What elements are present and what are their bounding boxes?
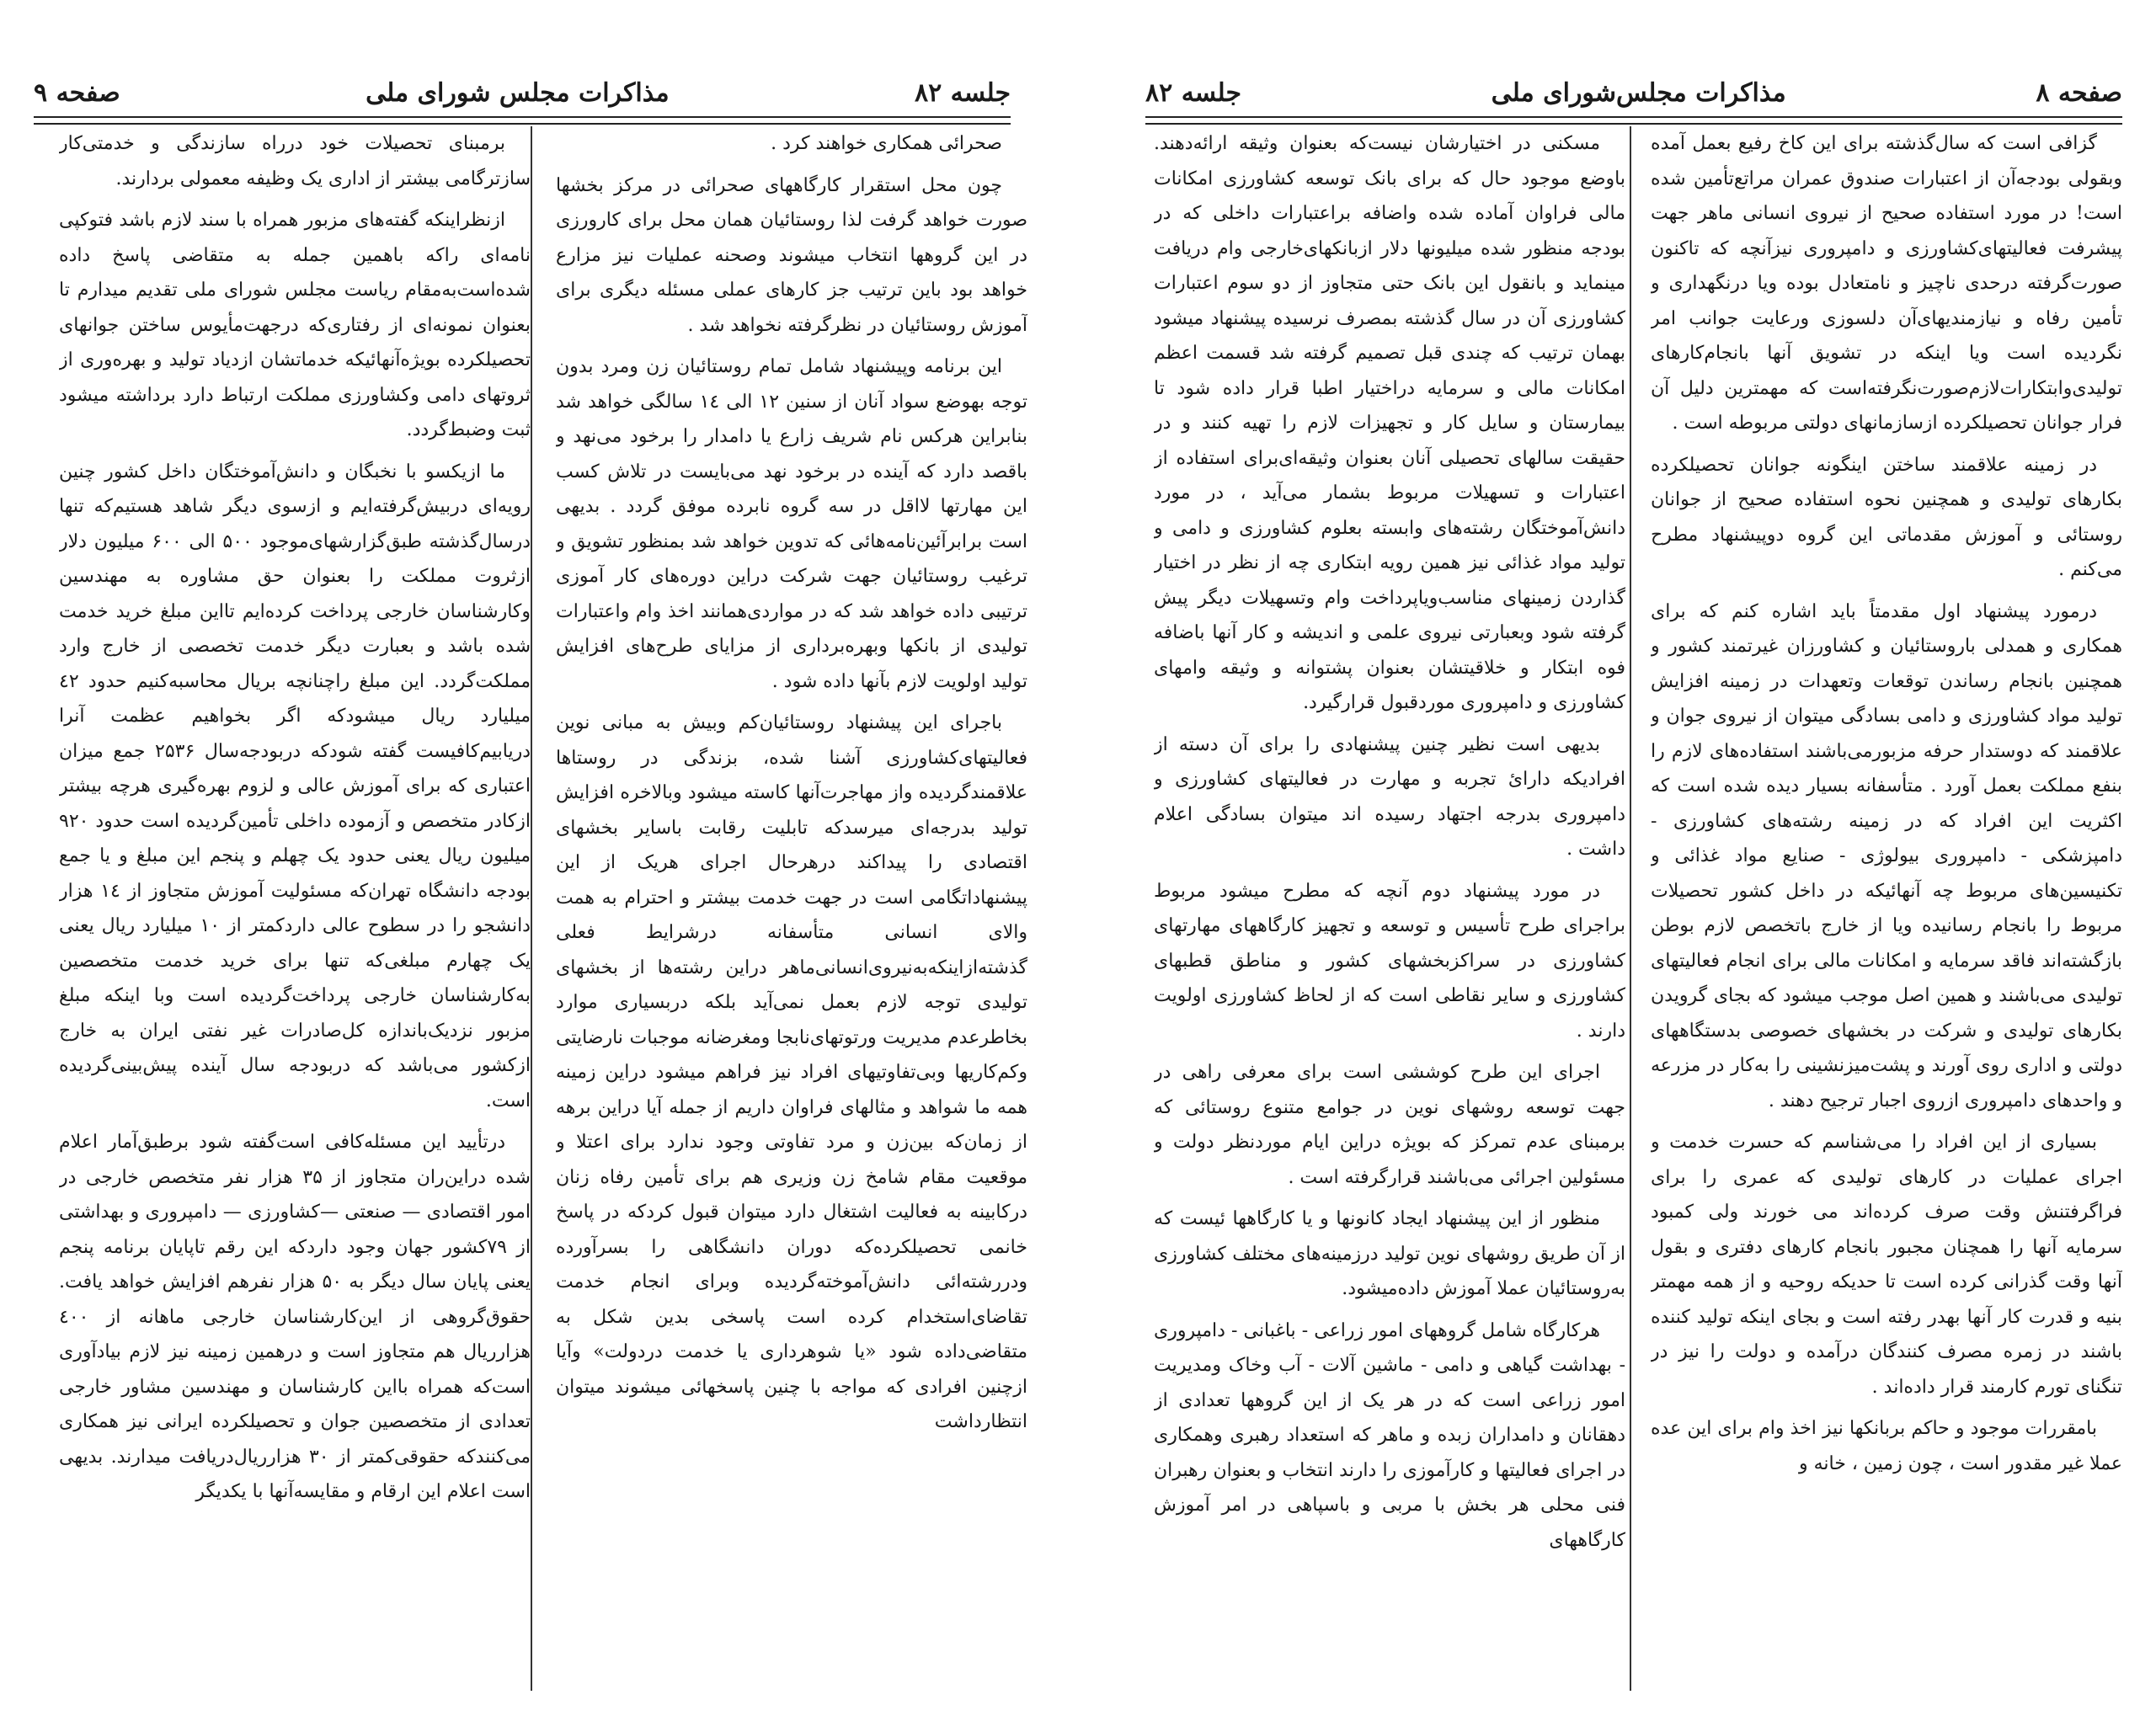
header-rule [1145,123,2122,125]
paragraph: ازنظراینکه گفته‌های مزبور همراه با سند لازم باشد فتوکپی نامه‌ای راکه باهمین جمله به متقاضی پاسخ داده شده‌است‌به‌مقام ریاست مجلس شورای ملی تقدیم میدارم تا بعنوان نمونه‌ای از رفتاری‌که درجهت‌مأیوس ساختن جوانهای تحصیلکرده بویژه‌آنهائیکه خدماتشان ازدیاد تولید و بهره‌وری از ثروتهای دامی وکشاورزی مملکت ارتباط دارد برداشته میشود ثبت وضبط‌گردد. [59,210,531,440]
paragraph: بامقررات موجود و حاکم بربانکها نیز اخذ وام برای این عده عملا غیر مقدور است ، چون زمین ، خانه و [1651,1418,2122,1474]
paragraph: باجرای این پیشنهاد روستائیان‌کم وبیش به مبانی نوین فعالیتهای‌کشاورزی آشنا شده، بزندگی در روستاها علاقمندگردیده واز مهاجرت‌آنها کاسته میشود وبالاخره افزایش تولید بدرجه‌ای میرسدکه تابلیت رقابت باسایر بخشهای اقتصادی را پیداکند درهرحال اجرای هریک از این پیشنهاداتگامی است در جهت خدمت بیشتر و احترام به همت والای انسانی متأسفانه درشرایط فعلی گذشته‌ازاینکه‌به‌نیروی‌انسانی‌ماهر دراین رشته‌ها از بخشهای تولیدی توجه لازم بعمل نمی‌آید بلکه دربسیاری موارد بخاطرعدم مدیریت ورتوتهای‌نابجا ومغرضانه موجبات نارضایتی وکم‌کاریها وبی‌تفاوتیهای افراد نیز فراهم میشود دراین زمینه همه ما شواهد و مثالهای فراوان داریم از جمله آیا دراین برهه از زمان‌که بین‌زن و مرد تفاوتی وجود ندارد برای اعتلا و موقعیت مقام شامخ زن وزیری هم برای تأمین رفاه زنان درکابینه به فعالیت اشتغال دارد میتوان قبول کردکه در پاسخ خانمی تحصیلکرده‌که دوران دانشگاهی را بسرآورده ودررشته‌ائی دانش‌آموخته‌گردیده وبرای انجام خدمت تقاضای‌استخدام کرده است پاسخی بدین شکل به متقاضی‌داده شود «یا شوهرداری یا خدمت دردولت» وآیا ازچنین افرادی که مواجه با چنین پاسخهائی میشوند میتوان انتظارداشت [556,712,1027,1432]
paragraph: منظور از این پیشنهاد ایجاد کانونها و یا کارگاهها ئیست که از آن طریق روشهای نوین تولید درزمینه‌های مختلف کشاورزی به‌روستائیان عملا آموزش داده‌میشود. [1154,1208,1625,1299]
paragraph: ما ازیکسو با نخبگان و دانش‌آموختگان داخل کشور چنین رویه‌ای دربیش‌گرفته‌ایم و ازسوی دیگر شاهد هستیم‌که تنها درسال‌گذشته طبق‌گزارشهای‌موجود ۵۰۰ الی ۶۰۰ میلیون دلار ازثروت مملکت را بعنوان حق مشاوره به مهندسین وکارشناسان خارجی پرداخت کرده‌ایم تااین مبلغ خرید خدمت شده باشد و بعبارت دیگر خدمت تخصصی از خارج وارد مملکت‌گردد. این مبلغ راچنانچه بریال محاسبه‌کنیم حدود ٤۲ میلیارد ریال میشودکه اگر بخواهیم عظمت آنرا دریابیم‌کافیست گفته شودکه دربودجه‌سال ۲۵۳۶ جمع میزان اعتباری که برای آموزش عالی و لزوم بهره‌گیری هرچه بیشتر ازکادر متخصص و آزموده داخلی تأمین‌گردیده است حدود ۹۲۰ میلیون ریال یعنی حدود یک چهلم و پنجم این مبلغ و یا جمع بودجه دانشگاه تهران‌که مسئولیت آموزش متجاوز از ١٤ هزار دانشجو را در سطوح عالی دارد‌کمتر از ۱۰ میلیارد ریال یعنی یک چهارم مبلغی‌که تنها برای خرید خدمت متخصصین به‌کارشناسان خارجی پرداخت‌گردیده است وبا اینکه مبلغ مزبور نزدیک‌باندازه کل‌صادرات غیر نفتی ایران به خارج از‌کشور می‌باشد که دربودجه سال آینده پیش‌بینی‌گردیده است. [59,461,531,1111]
header-rule [34,123,1011,125]
header-rule [1145,116,2122,118]
paragraph: هرکارگاه شامل گروههای امور زراعی - باغبانی - دامپروری - بهداشت گیاهی و دامی - ماشین آلات - آب وخاک ومدیریت امور زراعی است که در هر یک از این گروهها تعدادی از دهقانان و دامداران زبده و ماهر که استعداد رهبری وهمکاری در اجرای فعالیتها و کارآموزی را دارند انتخاب و بعنوان رهبران فنی محلی هر بخش با مربی و باسپاهی در امر آموزش کارگاههای [1154,1319,1625,1551]
page-header [1145,67,2122,118]
paragraph: مسکنی در اختیارشان نیست‌که بعنوان وثیقه ارائه‌دهند. باوضع موجود حال که برای بانک توسعه کشاورزی امکانات مالی فراوان آماده شده واضافه براعتبارات داخلی که در بودجه منظور شده میلیونها دلار ازبانکهای‌خارجی وام دریافت مینماید و بانقول این بانک حتی متجاوز از دو سوم اعتبارات کشاورزی آن در سال گذشته بمصرف نرسیده پیشنهاد میشود بهمان ترتیب که چندی قبل تصمیم گرفته شد قسمت اعظم امکانات مالی و سرمایه دراختیار اطبا قرار داده شود تا بیمارستان و سایل کار و تجهیزات لازم را تهیه کنند و در حقیقت سالهای تحصیلی آنان بعنوان وثیقه‌ای‌برای استفاده از اعتبارات و تسهیلات مربوط بشمار می‌آید ، در مورد دانش‌آموختگان رشته‌های وابسته بعلوم کشاورزی و دامی و تولید مواد غذائی نیز همین رویه ابتکاری چه از نظر در اختیار گذاردن زمینهای مناسب‌ویاپرداخت وام وتسهیلات دیگر پیش گرفته شود وبعبارتی نیروی علمی و اندیشه و کار آنها باضافه فوه ابتکار و خلاقیتشان بعنوان پشتوانه و وثیقه وامهای کشاورزی و دامپروری موردقبول قرارگیرد. [1154,133,1625,713]
paragraph: برمبنای تحصیلات خود درراه سازندگی و خدمتی‌کار سازترگامی بیشتر از اداری یک وظیفه معمولی بردارند. [59,133,531,189]
text-column-left [1154,126,1625,1691]
page-header [34,67,1011,118]
paragraph: صحرائی همکاری خواهند کرد . [771,133,1002,154]
session-number: جلسه ۸۲ [914,77,1011,108]
paragraph: اجرای این طرح کوششی است برای معرفی راهی در جهت توسعه روشهای نوین در جوامع متنوع روستائی که برمبنای عدم تمرکز که بویژه دراین ایام موردنظر دولت و مسئولین اجرائی می‌باشند قرارگرفته است . [1154,1062,1625,1188]
paragraph: در مورد پیشنهاد دوم آنچه که مطرح میشود مربوط براجرای طرح تأسیس و توسعه و تجهیز کارگاههای مهارتهای کشاورزی در سراکزبخشهای کشور و مناطق قطبهای کشاورزی و سایر نقاطی است که از لحاظ کشاورزی اولویت دارند . [1154,880,1625,1042]
page-title: مذاکرات مجلس‌شورای ملی [1491,77,1786,108]
paragraph: گزافی است که سال‌گذشته برای این کاخ رفیع بعمل آمده وبقولی بودجه‌آن از اعتبارات صندوق عمران مراتع‌تأمین شده است! در مورد استفاده صحیح از نیروی انسانی ماهر جهت پیشرفت فعالیتهای‌کشاورزی و دامپروری نیزآنچه که تاکنون صورت‌گرفته درحدی ناچیز و نامتعادل بوده ویا درنگهداری و تأمین رفاه و نیازمندیهای‌آن دلسوزی ورعایت جوانب امر نگردیده است ویا اینکه در تشویق آنها بانجام‌کارهای تولیدی‌وابتکارات‌لازم‌صورت‌نگرفته‌است که مهمترین دلیل آن فرار جوانان تحصیلکرده ازسازمانهای دولتی مربوطه است . [1651,133,2122,434]
page-number: صفحه ۸ [2036,77,2122,108]
column-divider [1630,126,1631,1691]
paragraph: چون محل استقرار کارگاههای صحرائی در مرکز بخشها صورت خواهد گرفت لذا روستائیان همان محل برای کارورزی در این گروهها انتخاب میشوند وصحنه عملیات نیز مزارع خواهد بود باین ترتیب جز کارهای عملی مسئله دیگری برای آموزش روستائیان در نظرگرفته نخواهد شد . [556,174,1027,336]
page-title: مذاکرات مجلس شورای ملی [366,77,670,108]
text-column-right [1651,126,2122,1691]
paragraph: این برنامه وپیشنهاد شامل تمام روستائیان زن ومرد بدون توجه بهوضع سواد آنان از سنین ۱۲ الی ۱٤ سالگی خواهد شد بنابراین هرکس نام شریف زارع یا دامدار را برخود می‌نهد و باقصد دارد که آینده در برخود نهد می‌بایست در تلاش کسب این مهارتها لااقل در سه گروه نابرده موفق گردد . بدیهی است برابرآئین‌نامه‌هائی که تدوین خواهد شد بمنظور تشویق و ترغیب روستائیان جهت شرکت دراین دوره‌های کار آموزی ترتیبی داده خواهد شد که در مواردی‌همانند اخذ وام واعتبارات تولیدی از بانکها وبهره‌برداری از مزایای طرح‌های افزایش تولید اولویت لازم بآنها داده شود . [556,356,1027,692]
page-number: صفحه ۹ [34,77,120,108]
paragraph: درتأیید این مسئله‌کافی است‌گفته شود برطبق‌آمار اعلام شده دراین‌ران متجاوز از ۳۵ هزار نفر متخصص خارجی در امور اقتصادی — صنعتی —کشاورزی — دامپروری و بهداشتی از ۷۹کشور جهان وجود داردکه این رقم تاپایان برنامه پنجم یعنی پایان سال دیگر به ۵۰ هزار نفرهم افزایش خواهد یافت. حقوق‌گروهی از این‌کارشناسان خارجی ماهانه از ٤۰۰ هزارریال هم متجاوز است و درهمین زمینه نیز لازم بیادآوری است‌که همراه بااین کارشناسان و مهندسین مشاور خارجی تعدادی از متخصصین جوان و تحصیلکرده ایرانی نیز همکاری می‌کنندکه حقوقی‌کمتر از ۳۰ هزارریال‌دریافت میدارند. بدیهی است اعلام این ارقام و مقایسه‌آنها با یکدیگر [59,1132,531,1502]
paragraph: بدیهی است نظیر چنین پیشنهادی را برای آن دسته از افرادیکه دارائ تجربه و مهارت در فعالیتهای کشاورزی و دامپروری بدرجه اجتهاد رسیده اند میتوان بسادگی اعلام داشت . [1154,733,1625,860]
text-column-right [556,126,1027,1691]
paragraph: در زمینه علاقمند ساختن اینگونه جوانان تحصیلکرده بکارهای تولیدی و همچنین نحوه استفاده صحیح از جوانان روستائی و آموزش مقدماتی این گروه دوپیشنهاد مطرح می‌کنم . [1651,454,2122,580]
column-divider [531,126,532,1691]
header-rule [34,116,1011,118]
paragraph: درمورد پیشنهاد اول مقدمتاً باید اشاره کنم که برای همکاری و همدلی باروستائیان و کشاورزان غیرتمند کشور و همچنین بانجام رساندن توقعات وتعهدات در زمینه افزایش تولید مواد کشاورزی و دامی بسادگی میتوان از نیروی جوان و علاقمند که دوستدار حرفه مزبورمی‌باشند استفاده‌های لازم را بنفع مملکت بعمل آورد . متأسفانه بسیار دیده شده است که اکثریت این افراد که در زمینه رشته‌های کشاورزی - دامپزشکی - دامپروری بیولوژی - صنایع مواد غذائی و تکنیسین‌های مربوط چه آنهائیکه در داخل کشور تحصیلات مربوط را بانجام رسانیده ویا از خارج باتخصص لازم بوطن بازگشته‌اند فاقد سرمایه و امکانات مالی برای انجام فعالیتهای تولیدی می‌باشند و همین اصل موجب میشود که بجای گرویدن بکارهای تولیدی و شرکت در بخشهای خصوصی بدستگاههای دولتی و اداری روی آورند و پشت‌میزنشینی را به‌کار در مزرعه و واحدهای دامپروری ازروی اجبار ترجیح دهند . [1651,600,2122,1111]
session-number: جلسه ۸۲ [1145,77,1242,108]
text-column-left [59,126,531,1691]
page-left [0,0,1044,1716]
paragraph: بسیاری از این افراد را می‌شناسم که حسرت خدمت و اجرای عملیات در کارهای تولیدی که عمری را برای فراگرفتنش وقت صرف کرده‌اند می خورند ولی کمبود سرمایه آنها را همچنان مجبور بانجام کارهای دفتری و بقول آنها وقت گذرانی کرده است تا حدیکه روحیه و از همه مهمتر بنیه و قدرت کار آنها بهدر رفته است و بجای اینکه تولید کننده باشند در زمره مصرف کنندگان درآمده و دولت را نیز در تنگنای تورم کارمند قرار داده‌اند . [1651,1132,2122,1398]
page-right [1112,0,2156,1716]
